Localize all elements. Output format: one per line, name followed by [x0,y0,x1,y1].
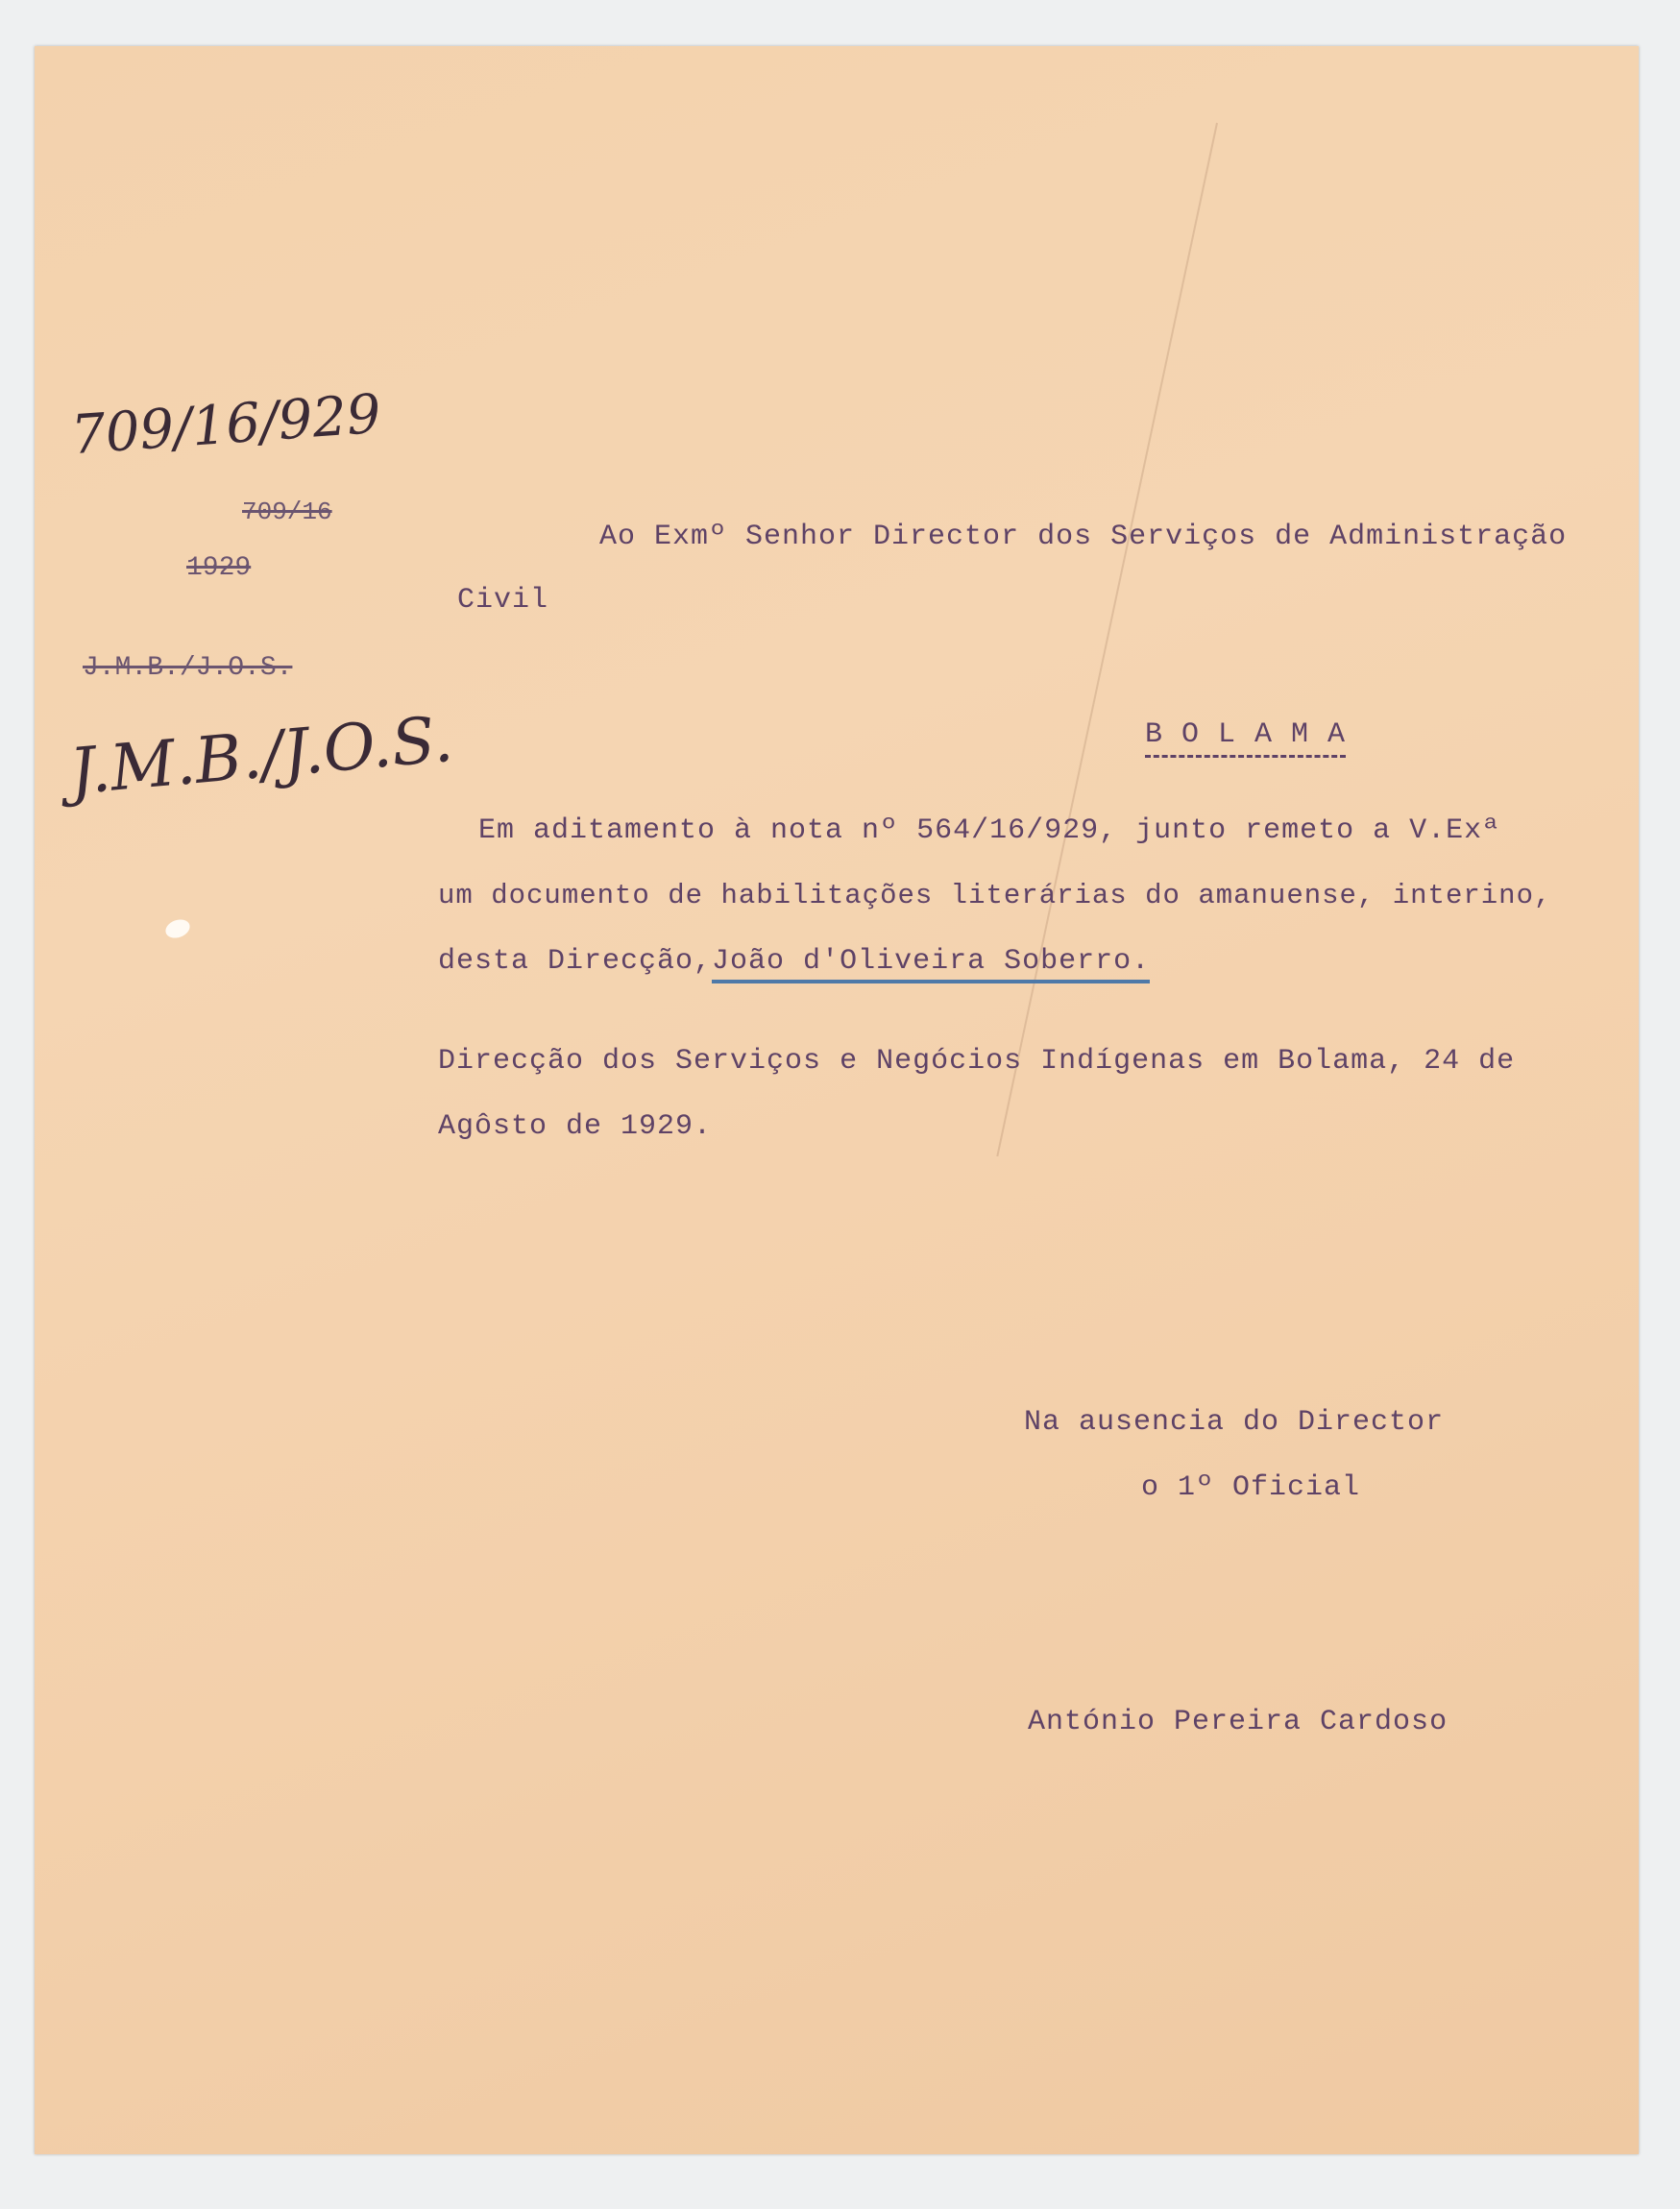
paper-fold-line [996,123,1218,1156]
body-line-3 [438,945,1150,978]
signature-line-2: o 1º Oficial [1141,1471,1361,1504]
struck-reference-number: 709/16 [242,498,332,526]
handwritten-reference-number: 709/16/929 [69,382,383,468]
signature-line-1: Na ausencia do Director [1024,1406,1445,1439]
employee-name: João d'Oliveira Soberro. [712,945,1150,983]
dateline-line-2: Agôsto de 1929. [438,1110,713,1143]
addressee-line-2: Civil [457,584,549,617]
dateline-line-1: Direcção dos Serviços e Negócios Indígenas em Bolama, 24 de [438,1045,1516,1078]
paper-hole [163,916,193,941]
struck-year: 1929 [186,553,252,583]
body-line-1: Em aditamento à nota nº 564/16/929, junto remeto a V.Exª [478,814,1501,847]
body-line-2: um documento de habilitações literárias do amanuense, interino, [438,880,1552,911]
body-line-3-prefix: desta Direcção, [438,945,713,978]
document-page [35,46,1639,2154]
addressee-location [1145,718,1346,751]
signatory-name: António Pereira Cardoso [1028,1706,1449,1738]
struck-initials: J.M.B./J.O.S. [83,653,293,683]
handwritten-initials: J.M.B./J.O.S. [66,701,456,810]
addressee-line-1: Ao Exmº Senhor Director dos Serviços de Administração [599,521,1568,553]
location-text: B O L A M A [1145,718,1346,758]
